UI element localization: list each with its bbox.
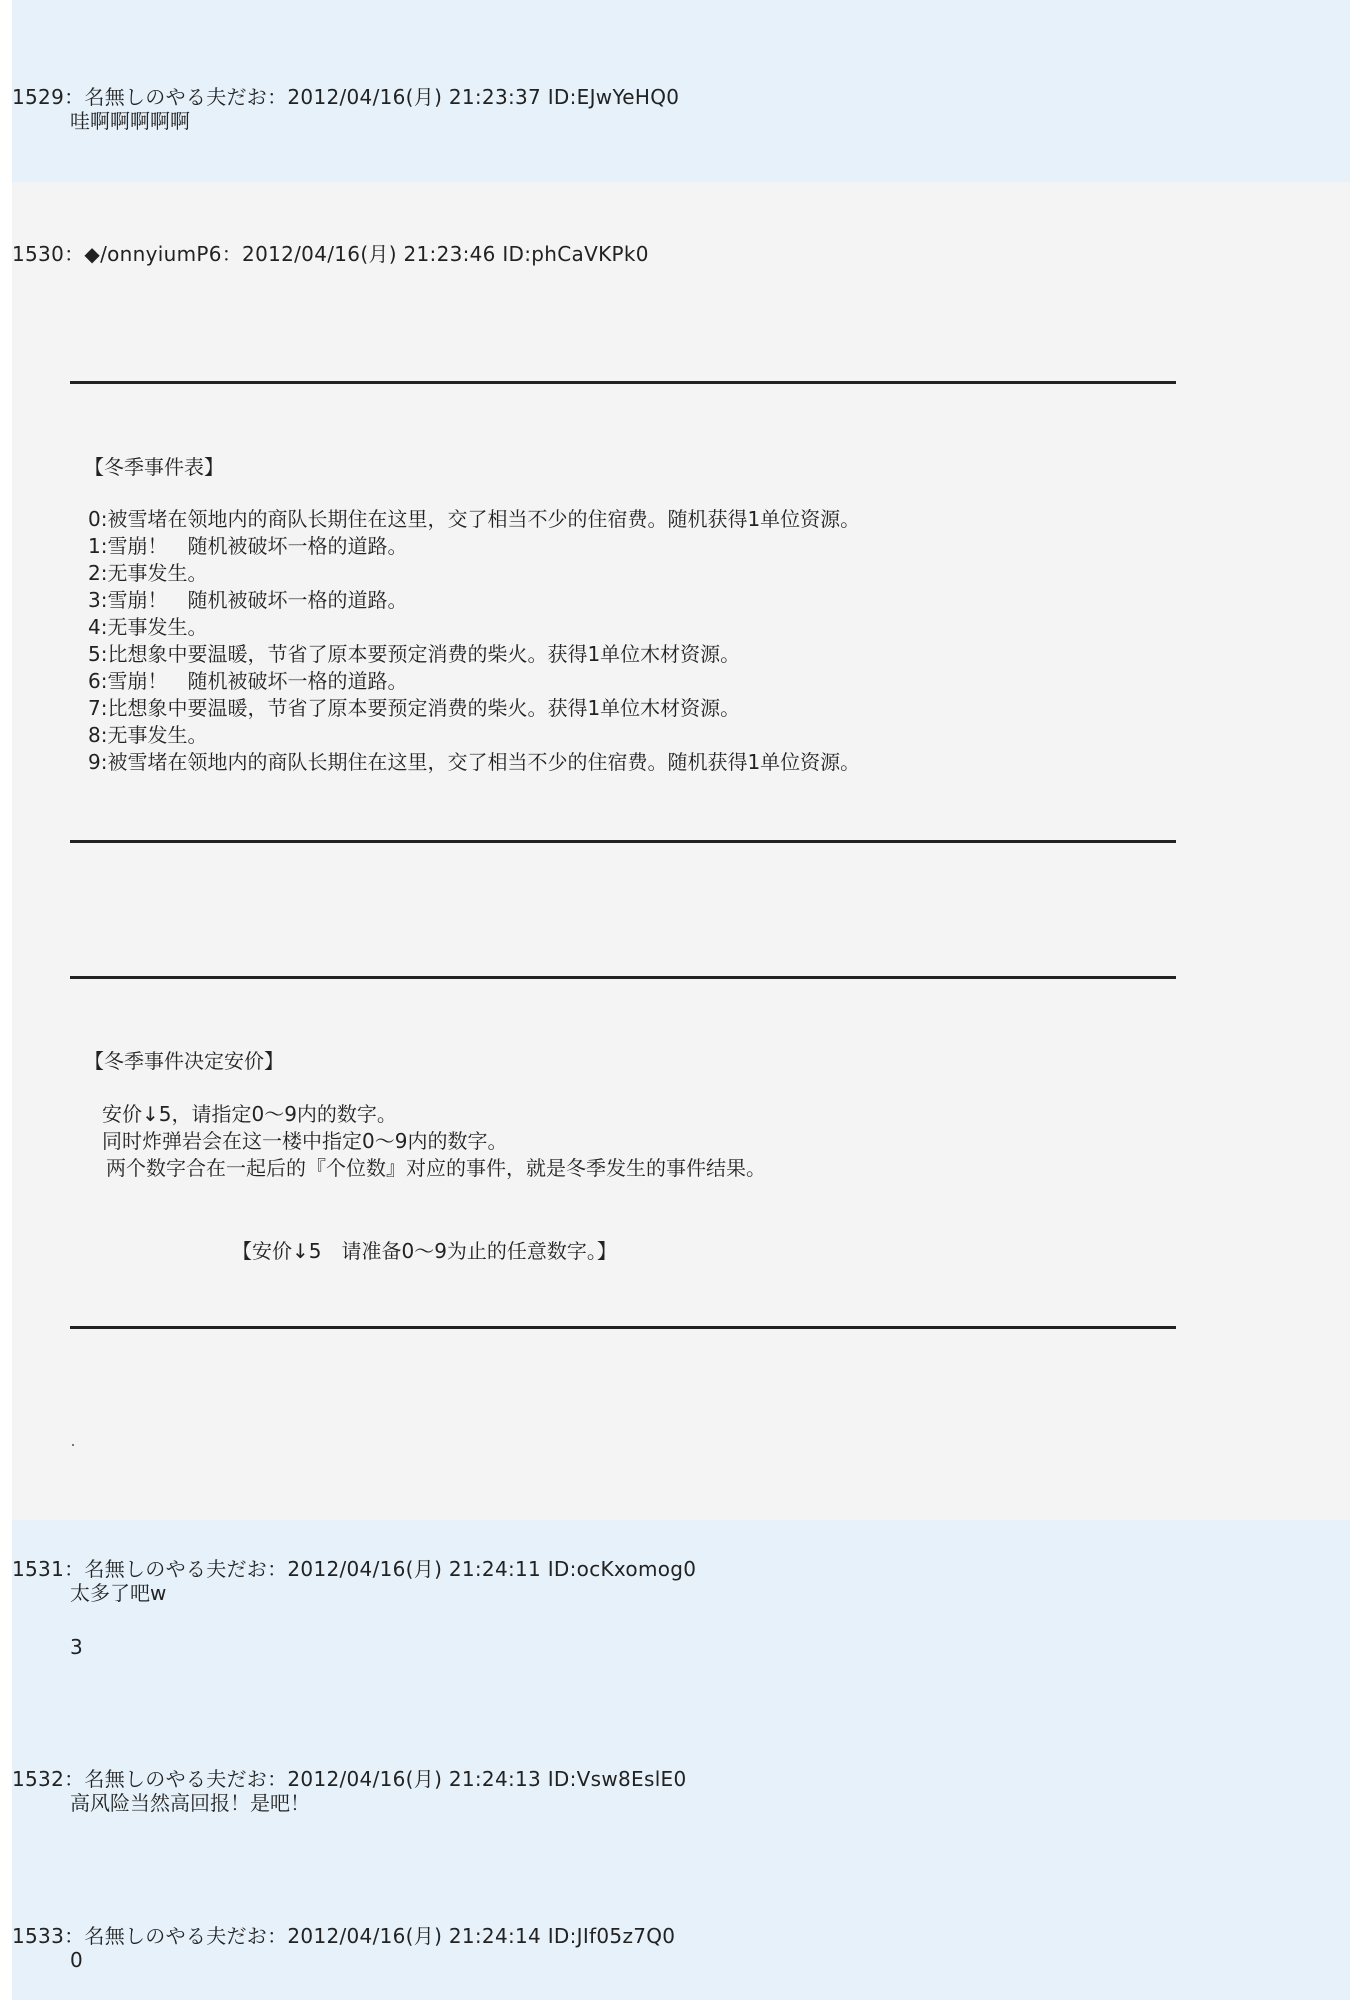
list-item: 5:比想象中要温暖，节省了原本要预定消费的柴火。获得1单位木材资源。	[88, 642, 741, 666]
post-1529-body: 哇啊啊啊啊啊	[70, 109, 190, 133]
vote-title: 【冬季事件决定安价】	[84, 1049, 284, 1073]
post-1532-header: 1532：名無しのやる夫だお：2012/04/16(月) 21:24:13 ID:Vsw8EslE0	[12, 1767, 687, 1791]
vote-callout: 【安价↓5 请准备0～9为止的任意数字。】	[232, 1239, 617, 1263]
event-list	[88, 506, 860, 776]
divider-line	[70, 381, 1176, 384]
list-item: 3:雪崩！ 随机被破坏一格的道路。	[88, 588, 408, 612]
instruction-line: 同时炸弹岩会在这一楼中指定0～9内的数字。	[102, 1129, 508, 1153]
post-1531-body: 太多了吧w 3	[70, 1581, 167, 1659]
post-1533-body: 0	[70, 1948, 83, 1972]
list-item: 4:无事发生。	[88, 615, 208, 639]
list-item: 0:被雪堵在领地内的商队长期住在这里，交了相当不少的住宿费。随机获得1单位资源。	[88, 507, 861, 531]
event-table-title: 【冬季事件表】	[84, 455, 224, 479]
list-item: 2:无事发生。	[88, 561, 208, 585]
post-1533-header: 1533：名無しのやる夫だお：2012/04/16(月) 21:24:14 ID:JIf05z7Q0	[12, 1924, 676, 1948]
list-item: 1:雪崩！ 随机被破坏一格的道路。	[88, 534, 408, 558]
post-1529-header: 1529：名無しのやる夫だお：2012/04/16(月) 21:23:37 ID:EJwYeHQ0	[12, 85, 680, 109]
divider-line	[70, 840, 1176, 843]
list-item: 7:比想象中要温暖，节省了原本要预定消费的柴火。获得1单位木材资源。	[88, 696, 741, 720]
stray-dot	[72, 1444, 74, 1446]
post-1530-header: 1530：◆/onnyiumP6：2012/04/16(月) 21:23:46 ID:phCaVKPk0	[12, 242, 649, 266]
divider-line	[70, 1326, 1176, 1329]
list-item: 8:无事发生。	[88, 723, 208, 747]
divider-line	[70, 976, 1176, 979]
post-1532-body: 高风险当然高回报！是吧！	[70, 1791, 310, 1815]
list-item: 9:被雪堵在领地内的商队长期住在这里，交了相当不少的住宿费。随机获得1单位资源。	[88, 750, 861, 774]
instruction-line: 安价↓5，请指定0～9内的数字。	[102, 1102, 397, 1126]
vote-instructions	[102, 1101, 766, 1182]
instruction-line: 两个数字合在一起后的『个位数』对应的事件，就是冬季发生的事件结果。	[106, 1156, 766, 1180]
list-item: 6:雪崩！ 随机被破坏一格的道路。	[88, 669, 408, 693]
post-1531-header: 1531：名無しのやる夫だお：2012/04/16(月) 21:24:11 ID:ocKxomog0	[12, 1557, 697, 1581]
